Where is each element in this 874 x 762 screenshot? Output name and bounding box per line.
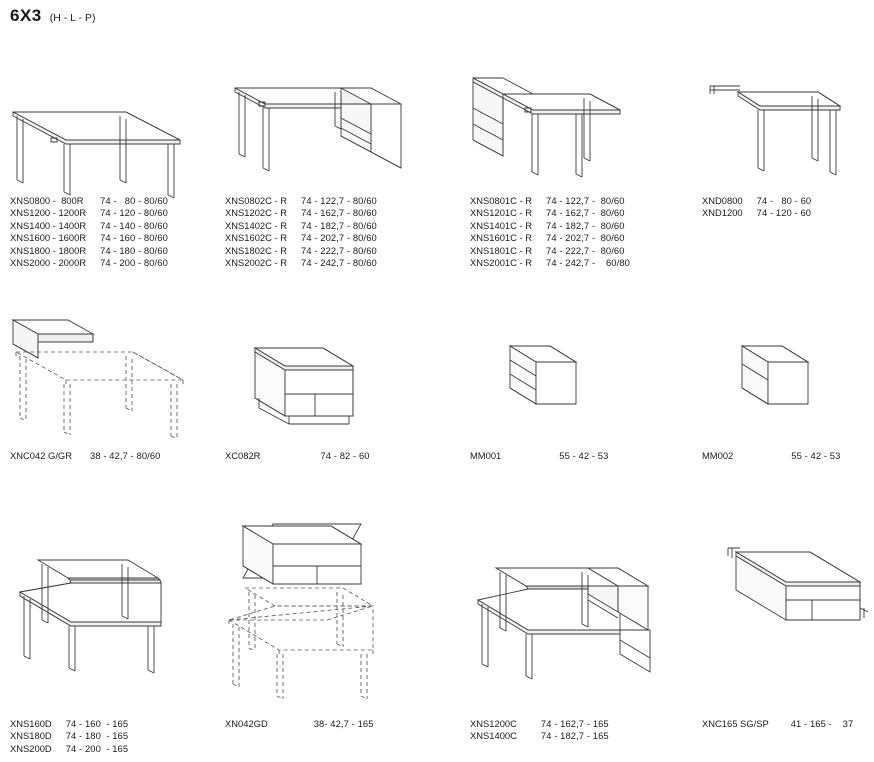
product-cell-xnd-desk xyxy=(700,40,870,219)
spec-row: XC082R 74 - 82 - 60 xyxy=(225,450,370,461)
drawing-xns-double-c xyxy=(468,500,693,690)
caption-xnc042-extension xyxy=(10,450,161,462)
drawing-xnc042-extension xyxy=(8,290,218,440)
page-title: 6X3 xyxy=(10,6,42,25)
product-row-3 xyxy=(0,500,874,760)
spec-row: XNS1400 - 1400R 74 - 140 - 80/60 xyxy=(10,219,168,231)
spec-table xyxy=(10,450,161,462)
product-row-1 xyxy=(0,40,874,269)
drawing-xn042gd-extension xyxy=(223,500,463,700)
spec-row: XNC165 SG/SP 41 - 165 - 37 xyxy=(702,718,854,729)
spec-table xyxy=(470,195,630,269)
caption-xns-c-right xyxy=(225,195,377,269)
spec-row: MM001 55 - 42 - 53 xyxy=(470,450,609,461)
product-row-2 xyxy=(0,290,874,475)
spec-row: MM002 55 - 42 - 53 xyxy=(702,450,841,461)
product-cell-mm002-drawer-unit xyxy=(700,290,874,461)
page-header xyxy=(10,6,95,26)
spec-row: XNS1602C - R 74 - 202,7 - 80/60 xyxy=(225,232,377,244)
spec-row: XNS0801C - R 74 - 122,7 - 80/60 xyxy=(470,195,625,206)
caption-xnd-desk xyxy=(702,195,811,220)
spec-table xyxy=(225,195,377,269)
product-cell-xnc042-extension xyxy=(8,290,218,461)
spec-row: XNS1801C - R 74 - 222,7 - 80/60 xyxy=(470,244,625,256)
spec-row: XND0800 74 - 80 - 60 xyxy=(702,195,812,206)
caption-xns-c-left xyxy=(470,195,630,269)
drawing-xnc165-shelf xyxy=(700,500,870,690)
drawing-mm001-drawer-unit xyxy=(468,290,648,440)
product-cell-mm001-drawer-unit xyxy=(468,290,648,461)
caption-xc082r-unit xyxy=(225,450,370,462)
caption-mm001-drawer-unit xyxy=(470,450,608,462)
spec-table xyxy=(702,718,853,730)
spec-row: XNC042 G/GR 38 - 42,7 - 80/60 xyxy=(10,450,161,461)
spec-row: XNS160D 74 - 160 - 165 xyxy=(10,718,129,729)
drawing-xns-c-right xyxy=(223,40,463,190)
spec-row: XNS1802C - R 74 - 222,7 - 80/60 xyxy=(225,244,377,256)
product-cell-xnc165-shelf xyxy=(700,500,870,729)
spec-table xyxy=(225,450,370,462)
spec-table xyxy=(702,450,840,462)
drawing-mm002-drawer-unit xyxy=(700,290,874,440)
spec-row: XNS1400C 74 - 182,7 - 165 xyxy=(470,730,609,742)
spec-row: XN042GD 38- 42,7 - 165 xyxy=(225,718,374,729)
spec-row: XNS1402C - R 74 - 182,7 - 80/60 xyxy=(225,219,377,231)
spec-row: XNS1200C 74 - 162,7 - 165 xyxy=(470,718,609,729)
spec-row: XNS200D 74 - 200 - 165 xyxy=(10,742,129,754)
spec-row: XNS2001C - R 74 - 242,7 - 60/80 xyxy=(470,257,630,269)
drawing-xns-bench-single xyxy=(8,40,223,190)
spec-table xyxy=(10,718,128,755)
spec-row: XND1200 74 - 120 - 60 xyxy=(702,207,812,219)
drawing-xc082r-unit xyxy=(223,290,423,440)
spec-row: XNS1202C - R 74 - 162,7 - 80/60 xyxy=(225,207,377,219)
spec-row: XNS0800 - 800R 74 - 80 - 80/60 xyxy=(10,195,168,206)
caption-xnc165-shelf xyxy=(702,718,853,730)
product-cell-xns-c-right xyxy=(223,40,463,269)
page-subtitle: (H - L - P) xyxy=(49,12,96,24)
product-cell-xns-double-bench xyxy=(8,500,223,754)
spec-row: XNS1800 - 1800R 74 - 180 - 80/60 xyxy=(10,244,168,256)
caption-xns-double-c xyxy=(470,718,609,743)
spec-row: XNS1200 - 1200R 74 - 120 - 80/60 xyxy=(10,207,168,219)
spec-table xyxy=(10,195,168,269)
product-cell-xns-double-c xyxy=(468,500,693,742)
product-cell-xn042gd-extension xyxy=(223,500,463,729)
caption-xn042gd-extension xyxy=(225,718,374,730)
caption-xns-double-bench xyxy=(10,718,128,755)
caption-xns-bench-single xyxy=(10,195,168,269)
spec-row: XNS2002C - R 74 - 242,7 - 80/60 xyxy=(225,257,377,269)
product-cell-xc082r-unit xyxy=(223,290,423,461)
spec-row: XNS0802C - R 74 - 122,7 - 80/60 xyxy=(225,195,377,206)
spec-row: XNS180D 74 - 180 - 165 xyxy=(10,730,129,742)
spec-row: XNS1201C - R 74 - 162,7 - 80/60 xyxy=(470,207,625,219)
spec-row: XNS1401C - R 74 - 182,7 - 80/60 xyxy=(470,219,625,231)
drawing-xns-double-bench xyxy=(8,500,223,675)
spec-table xyxy=(225,718,374,730)
spec-table xyxy=(702,195,811,220)
product-cell-xns-bench-single xyxy=(8,40,223,269)
spec-row: XNS1600 - 1600R 74 - 160 - 80/60 xyxy=(10,232,168,244)
drawing-xnd-desk xyxy=(700,40,870,190)
spec-table xyxy=(470,718,609,743)
spec-row: XNS1601C - R 74 - 202,7 - 80/60 xyxy=(470,232,625,244)
spec-row: XNS2000 - 2000R 74 - 200 - 80/60 xyxy=(10,257,168,269)
caption-mm002-drawer-unit xyxy=(702,450,840,462)
drawing-xns-c-left xyxy=(468,40,693,190)
product-cell-xns-c-left xyxy=(468,40,693,269)
spec-table xyxy=(470,450,608,462)
